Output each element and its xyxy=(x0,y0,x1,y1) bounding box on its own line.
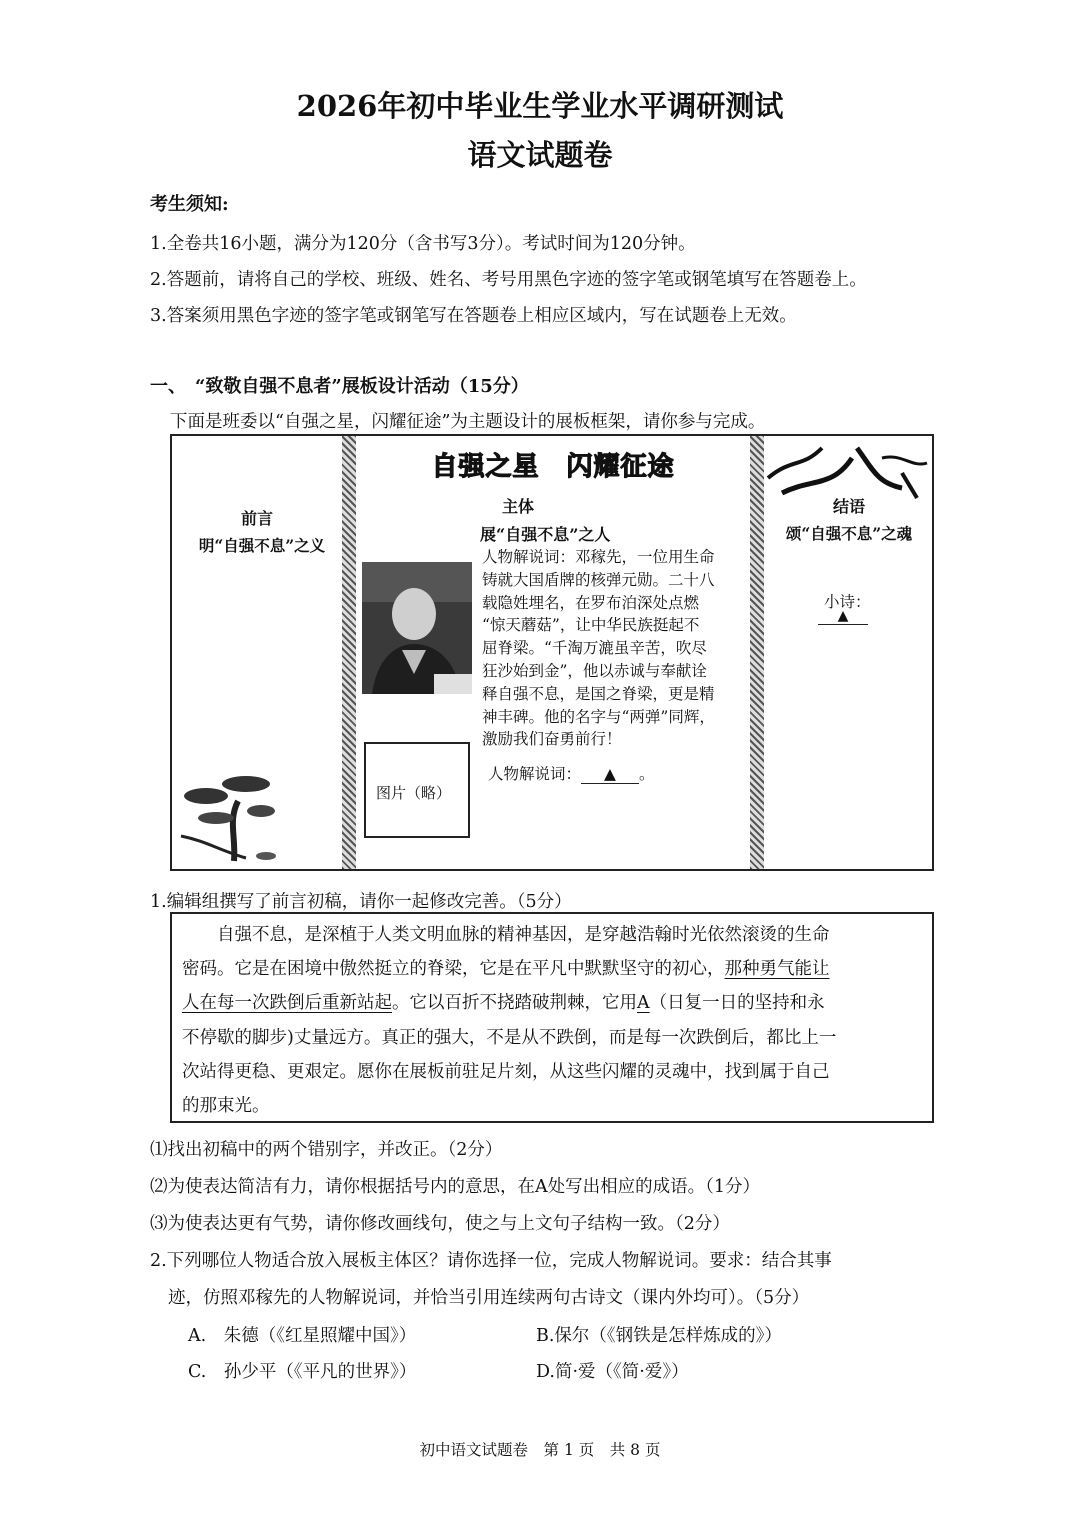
draft-text: 。它以百折不挠踏破荆棘，它用 xyxy=(392,993,637,1013)
section-heading: 一、 “致敬自强不息者”展板设计活动（15分） xyxy=(150,376,529,397)
pine-tree-icon xyxy=(176,766,286,866)
bio-line: 狂沙始到金”，他以赤诚与奉献诠 xyxy=(482,661,707,680)
draft-line: 次站得更稳、更艰定。愿你在展板前驻足片刻，从这些闪耀的灵魂中，找到属于自己 xyxy=(182,1062,830,1082)
bio-line: 神丰碑。他的名字与“两弹”同辉， xyxy=(482,707,715,726)
page-footer: 初中语文试题卷 第 1 页 共 8 页 xyxy=(419,1441,661,1459)
section-intro: 下面是班委以“自强之星，闪耀征途”为主题设计的展板框架，请你参与完成。 xyxy=(170,412,766,432)
bio-blank-line xyxy=(488,762,655,784)
q2-option-a: A. 朱德（《红星照耀中国》） xyxy=(188,1326,417,1346)
poem-label: 小诗： xyxy=(824,593,871,611)
bio-line: 铸就大国盾牌的核弹元勋。二十八 xyxy=(482,570,715,589)
image-placeholder-box xyxy=(364,742,470,838)
draft-box xyxy=(170,912,934,1123)
board-right-title: 结语 xyxy=(832,497,865,516)
board-banner: 自强之星 闪耀征途 xyxy=(431,452,675,482)
q2-option-c: C. 孙少平（《平凡的世界》） xyxy=(188,1362,417,1382)
bio-line: “惊天蘑菇”，让中华民族挺起不 xyxy=(482,616,700,635)
bio-line: 人物解说词：邓稼先，一位用生命 xyxy=(482,548,715,566)
draft-line: 的那束光。 xyxy=(182,1096,270,1116)
underlined-sentence: 人在每一次跌倒后重新站起 xyxy=(182,993,392,1013)
draft-text: （日复一日的坚持和永 xyxy=(649,993,825,1013)
board-mid-title: 主体 xyxy=(502,497,535,516)
q2-stem-cont: 迹，仿照邓稼先的人物解说词，并恰当引用连续两句古诗文（课内外均可）。（5分） xyxy=(168,1288,810,1308)
bio-blank-suffix: 。 xyxy=(639,765,655,783)
q1-sub: ⑶为使表达更有气势，请你修改画线句，使之与上文句子结构一致。（2分） xyxy=(150,1214,730,1234)
poem-blank[interactable]: ▲ xyxy=(818,608,868,625)
notice-item: 1.全卷共16小题，满分为120分（含书写3分）。考试时间为120分钟。 xyxy=(150,234,696,254)
board-mid-sub: 展“自强不息”之人 xyxy=(480,525,611,544)
q2-stem: 2.下列哪位人物适合放入展板主体区？请你选择一位，完成人物解说词。要求：结合其事 xyxy=(150,1251,832,1271)
answer-blank[interactable]: ▲ xyxy=(581,765,639,784)
notice-heading: 考生须知: xyxy=(150,194,229,215)
bio-text xyxy=(482,546,752,751)
image-placeholder-label: 图片（略） xyxy=(376,784,452,802)
bio-line: 释自强不息，是国之脊梁，更是精 xyxy=(482,684,715,703)
underlined-sentence: 那种勇气能让 xyxy=(724,959,830,979)
board-left-title: 前言 xyxy=(240,509,273,528)
q1-sub: ⑵为使表达简洁有力，请你根据括号内的意思，在A处写出相应的成语。（1分） xyxy=(150,1177,761,1197)
draft-line xyxy=(182,986,922,1021)
notice-item: 2.答题前，请将自己的学校、班级、姓名、考号用黑色字迹的签字笔或钢笔填写在答题卷上。 xyxy=(150,270,867,290)
blank-a: A xyxy=(637,993,650,1013)
bio-line: 激励我们奋勇前行！ xyxy=(482,730,622,749)
exam-title: 2026年初中毕业生学业水平调研测试 xyxy=(296,89,784,123)
q2-option-b: B.保尔（《钢铁是怎样炼成的》） xyxy=(536,1326,782,1346)
board-left-sub: 明“自强不息”之义 xyxy=(198,536,326,555)
notice-item: 3.答案须用黑色字迹的签字笔或钢笔写在答题卷上相应区域内，写在试题卷上无效。 xyxy=(150,306,797,326)
draft-line: 自强不息，是深植于人类文明血脉的精神基因，是穿越浩翰时光依然滚烫的生命 xyxy=(182,925,830,945)
bio-blank-prefix: 人物解说词： xyxy=(488,765,582,783)
exam-subtitle: 语文试题卷 xyxy=(467,138,613,172)
bio-line: 屈脊梁。“千淘万漉虽辛苦，吹尽 xyxy=(482,639,707,658)
draft-line xyxy=(182,952,922,987)
q1-sub: ⑴找出初稿中的两个错别字，并改正。（2分） xyxy=(150,1140,503,1160)
draft-text: 密码。它是在困境中傲然挺立的脊梁，它是在平凡中默默坚守的初心， xyxy=(182,959,725,979)
board-right-sub: 颂“自强不息”之魂 xyxy=(785,524,913,543)
board-divider xyxy=(342,436,356,869)
bio-line: 载隐姓埋名，在罗布泊深处点燃 xyxy=(482,593,700,612)
portrait-photo xyxy=(362,562,472,694)
display-board xyxy=(170,434,934,871)
q2-option-d: D.简·爱（《简·爱》） xyxy=(536,1362,689,1382)
draft-line: 不停歇的脚步)丈量远方。真正的强大，不是从不跌倒，而是每一次跌倒后，都比上一 xyxy=(182,1028,837,1048)
q1-stem: 1.编辑组撰写了前言初稿，请你一起修改完善。（5分） xyxy=(150,892,572,912)
